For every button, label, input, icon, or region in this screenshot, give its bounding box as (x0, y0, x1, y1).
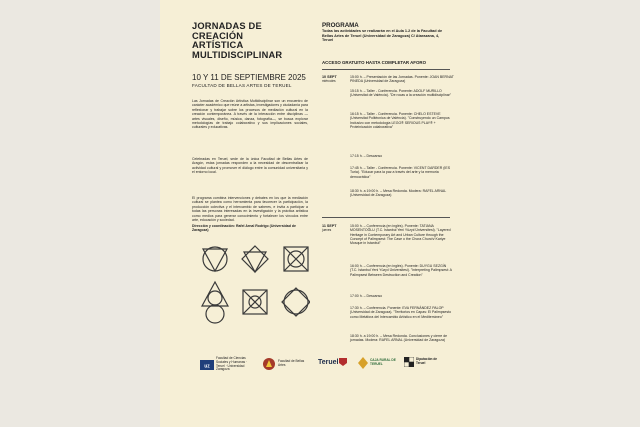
caja-rural-logo-icon (358, 357, 368, 369)
teruel-logo-icon (339, 357, 347, 367)
intro-paragraph: Las Jornadas de Creación Artística Multidisciplinar son un encuentro de carácter académico que reúne a artistas, investigadores y ciudadanía para reflexionar y trabajar sobre los procesos de mediación cultural en la creación contemporánea. A través de la interacción entre disciplinas —artes visuales, diseño, música, danza, fotografía—, se busca explorar metodologías de trabajo colaborativo y sus implicaciones sociales, culturales y educativas. (192, 99, 308, 130)
event-dates: 10 Y 11 DE SEPTIEMBRE 2025 (192, 73, 306, 82)
day-weekday: jueves (322, 228, 332, 233)
bellas-artes-logo-icon (262, 357, 276, 371)
free-access-note: ACCESO GRATUITO HASTA COMPLETAR AFORO (322, 60, 426, 65)
divider (322, 217, 450, 218)
event-item: 15:15 h. – Taller - Conferencia. Ponente: ADOLF MURILLO (Universitat de València). "De rocas a la creación multidisciplinar" (350, 89, 452, 98)
title-line: ARTÍSTICA (192, 40, 244, 51)
caja-rural-logo-text: CAJA RURAL DE TERUEL (370, 358, 396, 366)
day-date: 10 SEPT (322, 75, 337, 79)
diputacion-logo (404, 357, 442, 367)
day-label (322, 75, 342, 84)
shape-circle-triangle (203, 247, 227, 271)
event-item: 17:30 h. – Conferencia. Ponente: EVA FERNÁNDEZ PALOP (Universidad de Zaragoza). "Territorios en Capas: El Palimpsesto como Metáfora del Intercambio Artístico en el Mediterráneo" (350, 306, 452, 319)
day-weekday: miércoles (322, 79, 336, 84)
program-paragraph: El programa combina intervenciones y debates en los que la mediación cultural se plantea como herramienta para favorecer la participación, la producción colectiva y el intercambio de saberes, e invita a participar a todas las personas interesadas en la investigación y la práctica artística como medios para generar conocimiento y fortalecer los vínculos entre arte, educación y sociedad. (192, 196, 308, 223)
svg-text:uz: uz (204, 363, 210, 370)
program-location: Todas las actividades se realizarán en el Aula 1.2 de la Facultad de Bellas Artes de Teruel (Universidad de Zaragoza) C/ Atarazana, 4, Teruel (322, 29, 443, 43)
caja-rural-logo (358, 357, 398, 369)
title-line: CREACIÓN (192, 30, 244, 41)
event-item: 16:15 h. – Taller - Conferencia. Ponente: CHELO ESTEVE (Universitat Politècnica de València). "Construyendo un Campus Inclusivo con metodología LEGO® SERIOUS PLAY® + Proteinicación colaborativa" (350, 112, 450, 129)
shape-diamond-triangle (242, 246, 268, 272)
event-item: 15:00 h. – Conferencia (en inglés). Ponente: TATIANA MOSENTOĞLU (T.C. İstanbul Yeni Yüzyıl Üniversitesi). "Layered Heritage in Contemporary Art and Urban Culture through the Concept of Palimpsest: The Case o the Chora Church/ Kariye Mosque in Istanbul" (350, 224, 451, 246)
shape-square-x (243, 290, 267, 314)
divider (322, 69, 450, 70)
event-item: 16:00 h. – Conferencia (en inglés). Ponente: DUYGU SEZGİN (T.C. İstanbul Yeni Yüzyıl Üniversitesi). "Interpreting Palimpsest: A Palimpsest Between Destruction and Creation" (350, 264, 452, 277)
event-item: 18:30 h. a 19:00 h. – Mesa Redonda. Conclusiones y cierre de jornadas. Modera: RAFEL ARNAL (Universidad de Zaragoza) (350, 334, 448, 343)
event-item: 17:45 h. – Taller - Conferencia. Ponente: VICENT DARDER (IES Turia). "Educar para la paz a través del arte y la memoria democrática" (350, 166, 451, 179)
context-paragraph: Celebradas en Teruel, sede de la única Facultad de Bellas Artes de Aragón, estas jornadas responden a la necesidad de descentralizar la actividad cultural y promover el diálogo entre la comunidad universitaria y el entorno local. (192, 157, 308, 175)
bellas-artes-logo-text: Facultad de Bellas Artes (278, 359, 305, 367)
event-item: 15:00 h. – Presentación de las Jornadas. Ponente: JOAN BERNAT PINEDA (Universidad de Zaragoza) (350, 75, 454, 84)
direction-credit: Dirección y coordinación: Rafel Arnal Rodrigo (Universidad de Zaragoza) (192, 224, 296, 233)
shape-square-circle (284, 247, 308, 271)
day-date: 11 SEPT (322, 224, 337, 228)
geometric-shapes-illustration (200, 244, 310, 326)
event-item: 18:30 h. a 19:00 h. – Mesa Redonda. Modera: RAFEL ARNAL (Universidad de Zaragoza) (350, 189, 447, 198)
shape-triangle-circle (202, 282, 228, 323)
diputacion-logo-text: Diputación de Teruel (416, 357, 438, 365)
bellas-artes-logo (262, 357, 308, 371)
university-logo (200, 357, 250, 372)
program-heading: PROGRAMA (322, 22, 359, 29)
day-label (322, 224, 342, 233)
poster-title (192, 22, 316, 60)
program-header (322, 22, 450, 43)
poster (160, 0, 480, 427)
title-line: JORNADAS DE (192, 21, 262, 31)
sponsor-logos (200, 357, 440, 381)
university-logo-icon (200, 358, 214, 372)
university-logo-text: Facultad de Ciencias Sociales y Humanas · Teruel · Universidad Zaragoza (216, 356, 248, 372)
shape-circle-diamond (282, 288, 310, 316)
event-item: 17:00 h. – Descanso (350, 294, 383, 298)
title-line: MULTIDISCIPLINAR (192, 49, 283, 60)
event-item: 17:15 h. – Descanso (350, 154, 383, 158)
diputacion-logo-icon (404, 357, 414, 367)
teruel-logo-text: Teruel (318, 358, 339, 366)
teruel-logo (318, 357, 352, 367)
faculty-name: FACULTAD DE BELLAS ARTES DE TERUEL (192, 83, 292, 88)
